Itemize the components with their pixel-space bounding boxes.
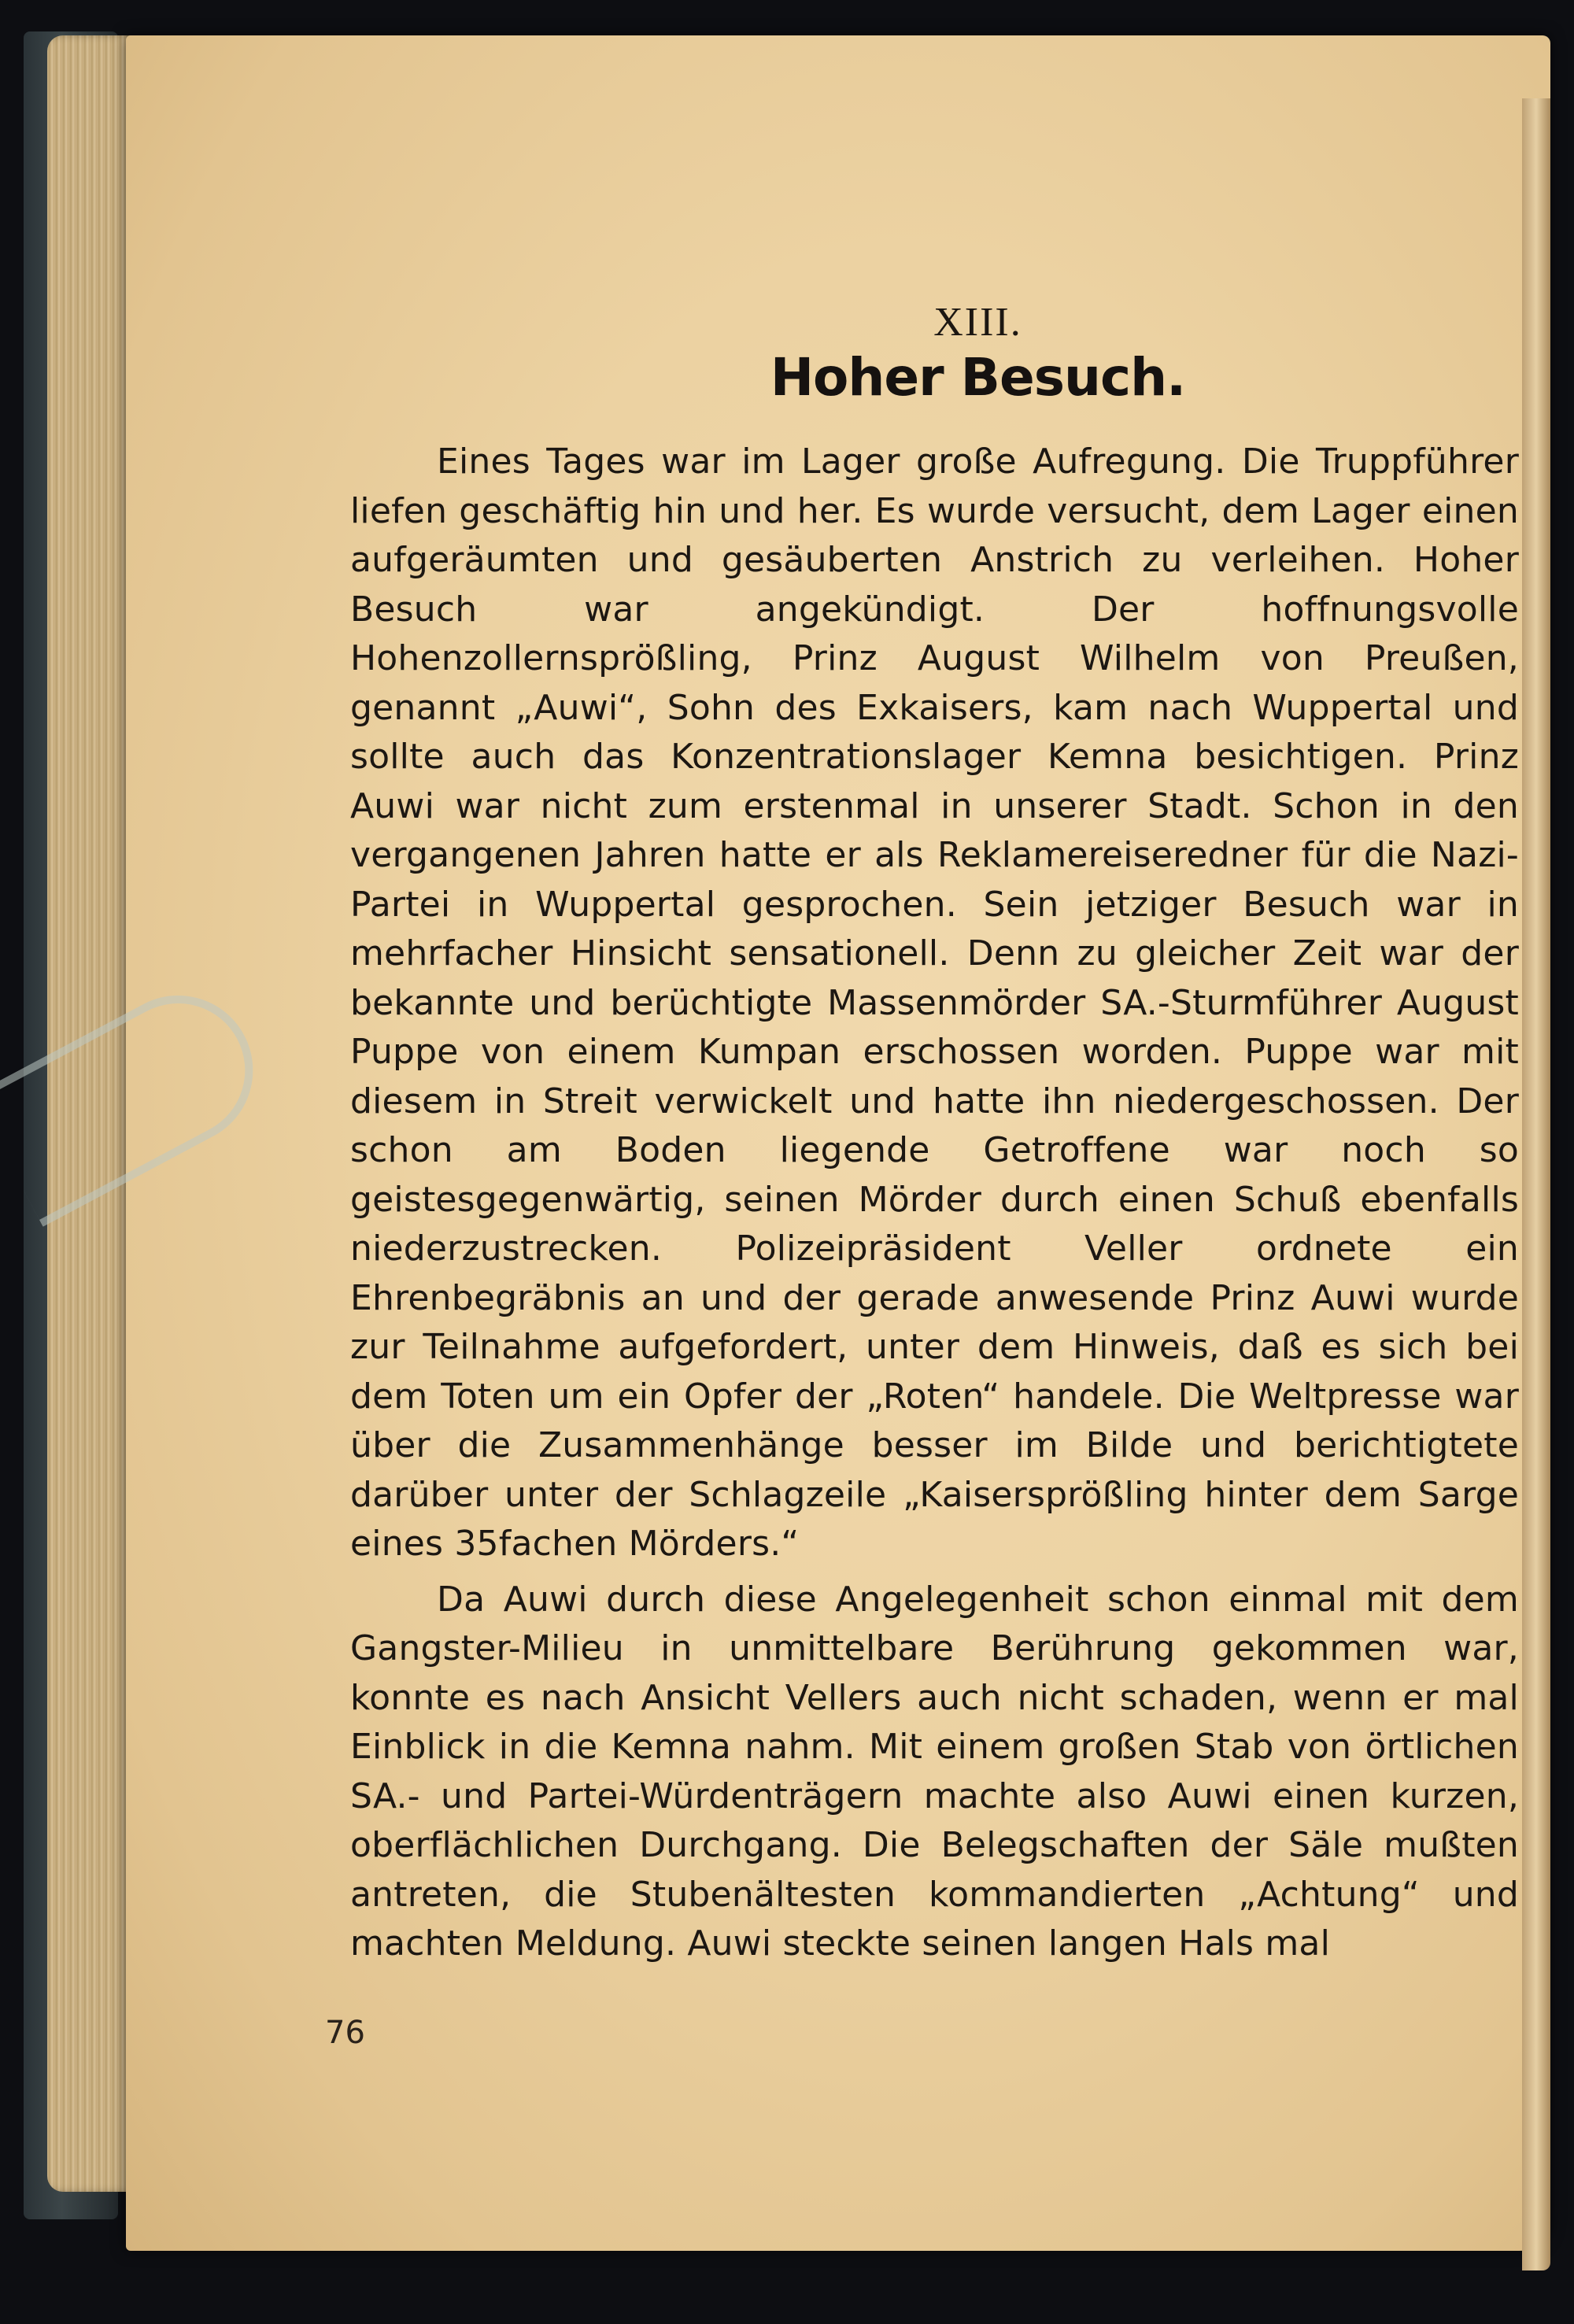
paragraph-1: Eines Tages war im Lager große Aufregung. Die Truppführer liefen geschäftig hin und her. Es wurde versucht, dem Lager einen aufgeräumten und gesäuberten Anstrich zu verleihen. Hoher Besuch war angekündigt. Der hoffnungsvolle Hohenzollernsprößling, Prinz August Wilhelm von Preußen, genannt „Auwi“, Sohn des Exkaisers, kam nach Wuppertal und sollte auch das Konzentrationslager Kemna besichtigen. Prinz Auwi war nicht zum erstenmal in unserer Stadt. Schon in den vergangenen Jahren hatte er als Reklamereiseredner für die Nazi-Partei in Wuppertal gesprochen. Sein jetziger Besuch war in mehrfacher Hinsicht sensationell. Denn zu gleicher Zeit war der bekannte und berüchtigte Massenmörder SA.-Sturmführer August Puppe von einem Kumpan erschossen worden. Puppe war mit diesem in Streit verwickelt und hatte ihn niedergeschossen. Der schon am Boden liegende Getroffene war noch so geistesgegenwärtig, seinen Mörder durch einen Schuß ebenfalls niederzustrecken. Polizeipräsident Veller ordnete ein Ehrenbegräbnis an und der gerade anwesende Prinz Auwi wurde zur Teilnahme aufgefordert, unter dem Hinweis, daß es sich bei dem Toten um ein Opfer der „Roten“ handele. Die Weltpresse war über die Zusammenhänge besser im Bilde und berichtigtete darüber unter der Schlagzeile „Kaisersprößling hinter dem Sarge eines 35fachen Mörders.“	[350, 442, 1519, 1564]
page-number: 76	[325, 2015, 365, 2051]
chapter-title: Hoher Besuch.	[770, 347, 1186, 408]
paragraph-2: Da Auwi durch diese Angelegenheit schon einmal mit dem Gangster-Milieu in unmittelbare Berührung gekommen war, konnte es nach Ansicht Vellers auch nicht schaden, wenn er mal Einblick in die Kemna nahm. Mit einem großen Stab von örtlichen SA.- und Partei-Würdenträgern machte also Auwi einen kurzen, oberflächlichen Durchgang. Die Belegschaften der Säle mußten antreten, die Stubenältesten kommandierten „Achtung“ und machten Meldung. Auwi steckte seinen langen Hals mal	[350, 1579, 1519, 1964]
page-text	[350, 299, 1519, 1975]
chapter-number: XIII.	[933, 300, 1022, 345]
right-page-edge	[1522, 98, 1550, 2270]
